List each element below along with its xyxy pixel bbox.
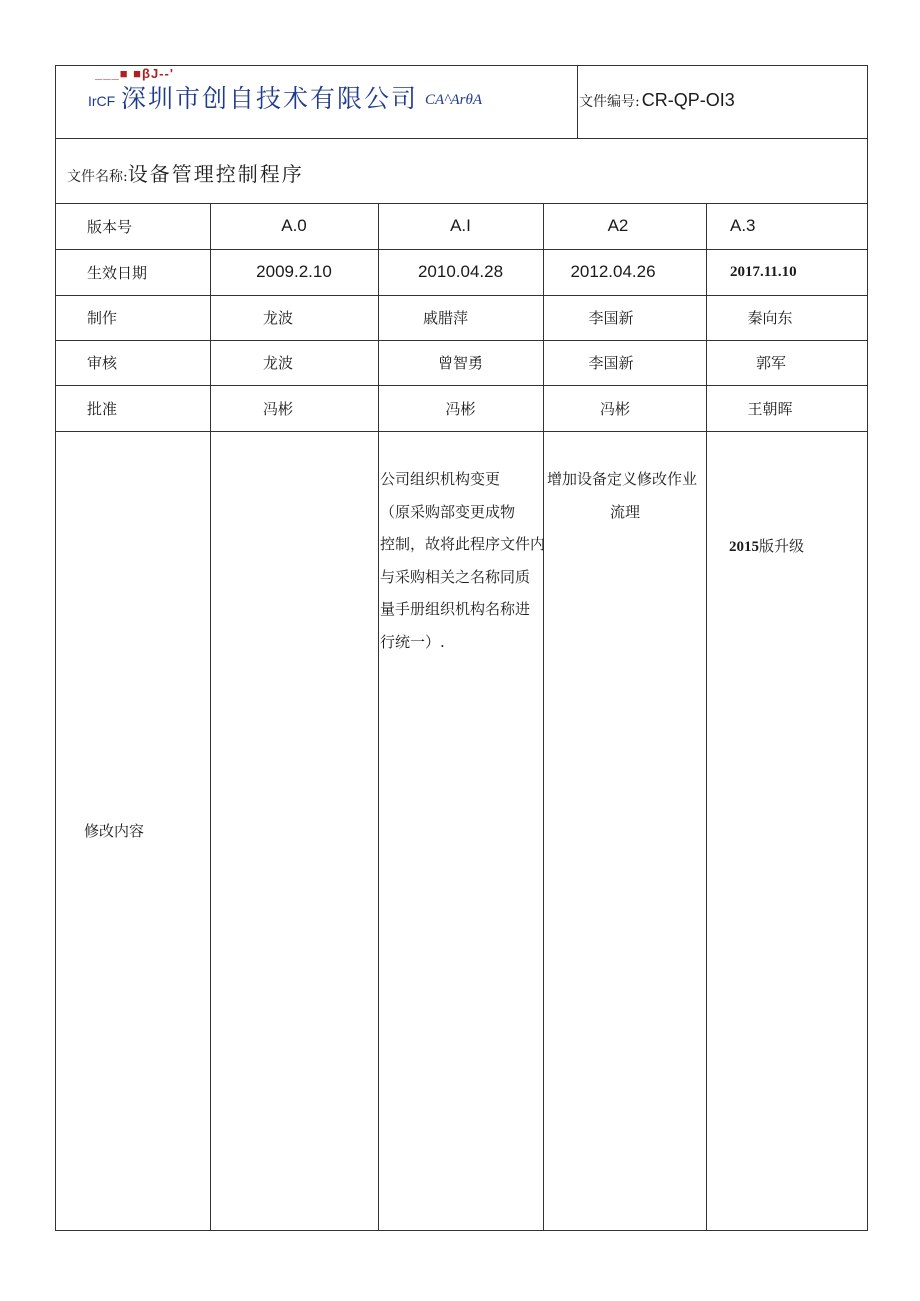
reviewer-cell: 龙波 bbox=[262, 354, 293, 372]
maker-cell: 龙波 bbox=[262, 309, 293, 327]
version-cell: A.I bbox=[450, 216, 471, 235]
doc-title-value: 设备管理控制程序 bbox=[127, 162, 304, 186]
row-label-changes: 修改内容 bbox=[84, 821, 145, 840]
doc-number-value: CR-QP-OI3 bbox=[641, 90, 735, 110]
remark-line: （原采购部变更成物 bbox=[380, 502, 516, 521]
divider bbox=[55, 431, 868, 432]
row-label-effective-date: 生效日期 bbox=[87, 263, 148, 282]
company-logo-mark: ___■ ■βJ--' bbox=[95, 66, 174, 81]
divider bbox=[577, 65, 578, 139]
date-cell: 2010.04.28 bbox=[417, 262, 504, 281]
doc-title-label: 文件名称: bbox=[67, 169, 128, 185]
reviewer-cell: 李国新 bbox=[588, 354, 634, 372]
date-cell: 2017.11.10 bbox=[730, 263, 797, 280]
remark-line: 控制，故将此程序文件内 bbox=[380, 535, 546, 553]
doc-title bbox=[67, 158, 304, 187]
remark-line: 量手册组织机构名称进 bbox=[380, 600, 531, 618]
remark-line: 公司组织机构变更 bbox=[380, 470, 501, 488]
reviewer-cell: 曾智勇 bbox=[437, 354, 483, 372]
change-remark bbox=[729, 530, 804, 564]
version-cell: A.0 bbox=[281, 216, 307, 235]
version-cell: A2 bbox=[607, 216, 629, 235]
company-name: 深圳市创自技术有限公司 bbox=[121, 84, 419, 113]
version-cell: A.3 bbox=[730, 216, 756, 235]
remark-line: 行统一）. bbox=[380, 632, 445, 651]
maker-cell: 秦向东 bbox=[747, 309, 793, 327]
maker-cell: 戚腊萍 bbox=[422, 309, 468, 327]
remark-line: 流理 bbox=[610, 502, 641, 521]
remark-text: 版升级 bbox=[759, 537, 805, 555]
remark-line: 增加设备定义修改作业 bbox=[547, 470, 698, 488]
doc-number bbox=[579, 90, 735, 111]
change-remark bbox=[547, 463, 705, 528]
divider bbox=[55, 138, 868, 139]
approver-cell: 冯彬 bbox=[262, 399, 293, 418]
reviewer-cell: 郭军 bbox=[755, 354, 786, 372]
row-label-approved: 批准 bbox=[87, 399, 118, 418]
row-label-version: 版本号 bbox=[87, 217, 133, 236]
change-remark bbox=[380, 463, 545, 658]
approver-cell: 王朝晖 bbox=[747, 399, 793, 418]
doc-number-label: 文件编号: bbox=[579, 94, 640, 110]
maker-cell: 李国新 bbox=[588, 309, 634, 327]
date-cell: 2009.2.10 bbox=[256, 262, 332, 281]
company-logo-text: IrCF bbox=[88, 93, 116, 109]
approver-cell: 冯彬 bbox=[445, 399, 476, 418]
remark-version-year: 2015 bbox=[729, 539, 759, 555]
remark-line: 与采购相关之名称同质 bbox=[380, 567, 531, 586]
approver-cell: 冯彬 bbox=[599, 399, 630, 418]
company-name-en: CA^ArθA bbox=[425, 92, 483, 108]
date-cell: 2012.04.26 bbox=[570, 262, 656, 281]
row-label-reviewed: 审核 bbox=[87, 354, 118, 372]
row-label-prepared: 制作 bbox=[87, 309, 118, 327]
